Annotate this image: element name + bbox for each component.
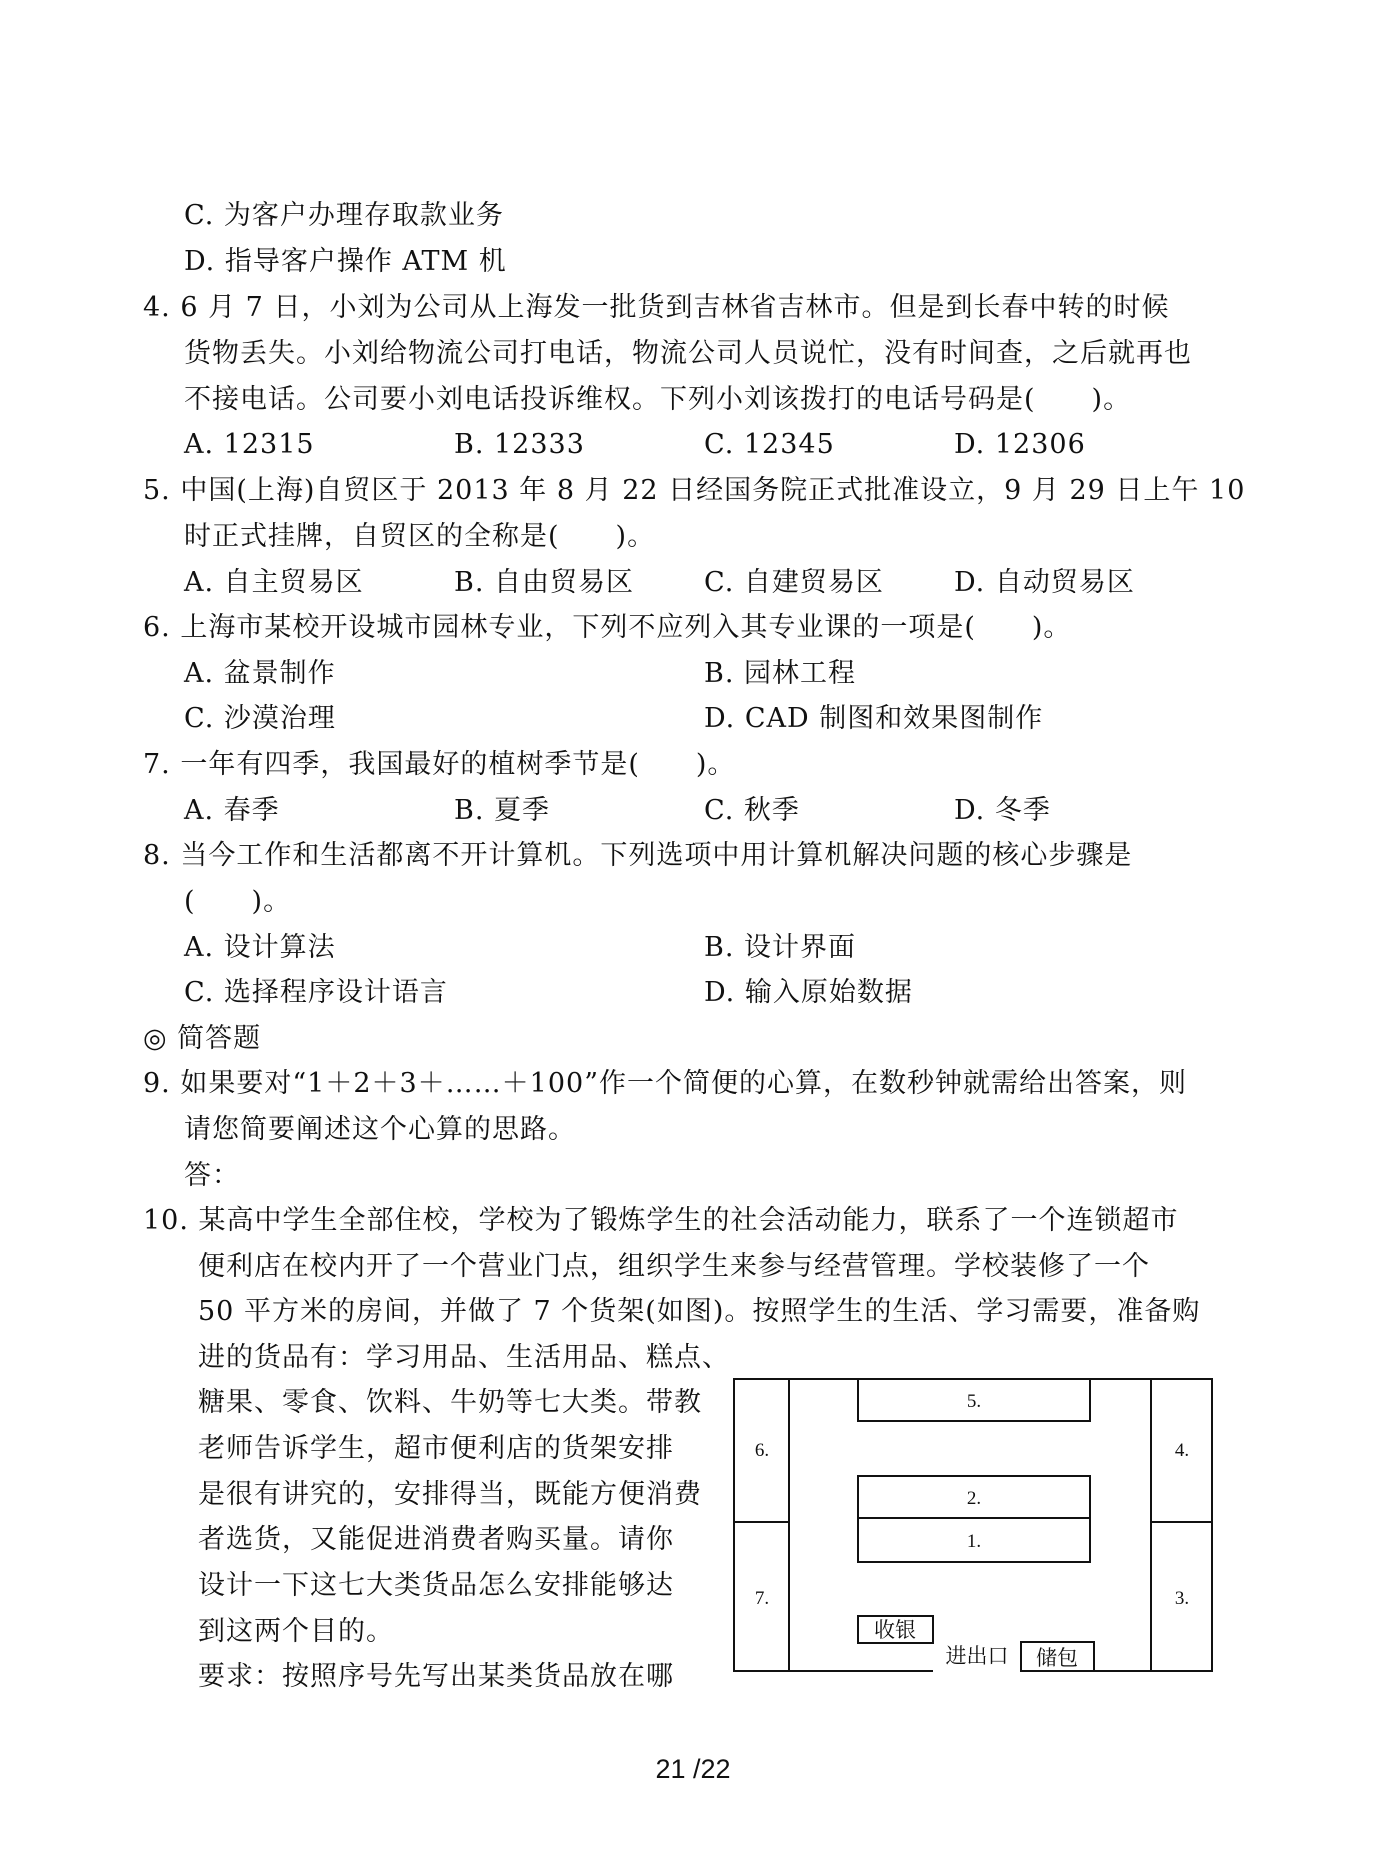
shelf-1-label: 1. [966,1531,982,1552]
q6-option-d: D. CAD 制图和效果图制作 [704,703,1044,734]
q10-wrap-line-7: 到这两个目的。 [198,1616,394,1647]
q10-wrap-line-4: 是很有讲究的，安排得当，既能方便消费 [198,1479,702,1510]
q10-stem-line-3: 50 平方米的房间，并做了 7 个货架(如图)。按照学生的生活、学习需要，准备购 [198,1296,1201,1327]
q10-wrap-line-2: 糖果、零食、饮料、牛奶等七大类。带教 [198,1387,702,1418]
q10-stem-line-2: 便利店在校内开了一个营业门点，组织学生来参与经营管理。学校装修了一个 [198,1251,1150,1282]
q3-option-c: C. 为客户办理存取款业务 [184,200,504,231]
q6-option-b: B. 园林工程 [704,658,857,689]
q8-option-c: C. 选择程序设计语言 [184,977,448,1008]
q9-stem-line-2: 请您简要阐述这个心算的思路。 [184,1114,576,1145]
q7-stem-line-1: 7. 一年有四季，我国最好的植树季节是( )。 [143,749,736,780]
q8-option-d: D. 输入原始数据 [704,977,913,1008]
q8-option-a: A. 设计算法 [184,932,336,963]
shelf-7-label: 7. [754,1588,770,1609]
q4-option-d: D. 12306 [954,429,1086,460]
q4-stem-line-3: 不接电话。公司要小刘电话投诉维权。下列小刘该拨打的电话号码是( )。 [184,384,1132,415]
q9-answer-label: 答： [184,1160,240,1191]
shelf-3-label: 3. [1174,1588,1190,1609]
section-heading: ◎ 简答题 [143,1023,262,1054]
q10-wrap-line-1: 进的货品有：学习用品、生活用品、糕点、 [198,1342,730,1373]
q4-stem-line-2: 货物丢失。小刘给物流公司打电话，物流公司人员说忙，没有时间查，之后就再也 [184,338,1192,369]
q6-stem-line-1: 6. 上海市某校开设城市园林专业，下列不应列入其专业课的一项是( )。 [143,612,1072,643]
q10-wrap-line-6: 设计一下这七大类货品怎么安排能够达 [198,1570,674,1601]
q6-option-a: A. 盆景制作 [184,658,336,689]
q5-stem-line-1: 5. 中国(上海)自贸区于 2013 年 8 月 22 日经国务院正式批准设立，9 月 29 日上午 10 [143,475,1246,506]
q10-wrap-line-3: 老师告诉学生，超市便利店的货架安排 [198,1433,674,1464]
store-layout-diagram [733,1378,1213,1673]
q3-option-d: D. 指导客户操作 ATM 机 [184,246,507,277]
cashier-label: 收银 [874,1618,916,1642]
q6-option-c: C. 沙漠治理 [184,703,336,734]
q5-option-b: B. 自由贸易区 [454,567,635,598]
q7-option-a: A. 春季 [184,795,280,826]
q8-stem-line-1: 8. 当今工作和生活都离不开计算机。下列选项中用计算机解决问题的核心步骤是 [143,840,1133,871]
bag-storage-label: 储包 [1036,1646,1078,1670]
page-number: 21 /22 [655,1754,731,1784]
q10-stem-line-1: 10. 某高中学生全部住校，学校为了锻炼学生的社会活动能力，联系了一个连锁超市 [143,1205,1179,1236]
q10-wrap-line-8: 要求：按照序号先写出某类货品放在哪 [198,1661,674,1692]
q10-wrap-line-5: 者选货，又能促进消费者购买量。请你 [198,1524,674,1555]
q5-option-c: C. 自建贸易区 [704,567,884,598]
q4-stem-line-1: 4. 6 月 7 日，小刘为公司从上海发一批货到吉林省吉林市。但是到长春中转的时候 [143,292,1170,323]
q8-option-b: B. 设计界面 [704,932,857,963]
shelf-6-label: 6. [754,1440,770,1461]
q5-stem-line-2: 时正式挂牌，自贸区的全称是( )。 [184,521,656,552]
q7-option-c: C. 秋季 [704,795,800,826]
shelf-4-label: 4. [1174,1440,1190,1461]
entrance-label: 进出口 [945,1644,1009,1668]
q4-option-b: B. 12333 [454,429,585,460]
q8-stem-line-2: ( )。 [184,886,292,917]
q4-option-c: C. 12345 [704,429,835,460]
shelf-2-label: 2. [966,1488,982,1509]
q9-stem-line-1: 9. 如果要对“1＋2＋3＋……＋100”作一个简便的心算，在数秒钟就需给出答案，则 [143,1068,1188,1099]
q5-option-d: D. 自动贸易区 [954,567,1135,598]
store-outer-wall [734,1379,1212,1671]
q7-option-b: B. 夏季 [454,795,551,826]
q4-option-a: A. 12315 [184,429,315,460]
q5-option-a: A. 自主贸易区 [184,567,364,598]
q7-option-d: D. 冬季 [954,795,1051,826]
shelf-5-label: 5. [966,1391,982,1412]
